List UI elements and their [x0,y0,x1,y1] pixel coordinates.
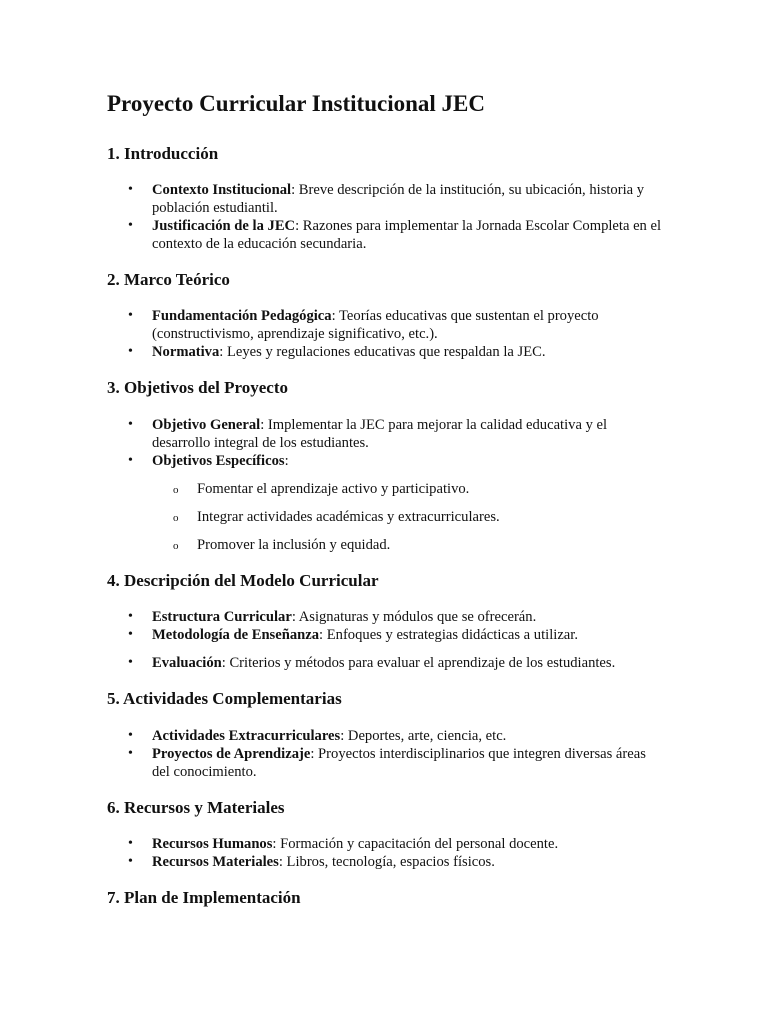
item-text: : Proyectos interdisciplinarios que integren diversas áreas del conocimiento. [152,745,646,780]
section-heading-plan: 7. Plan de Implementación [107,887,301,907]
item-term: Recursos Materiales [152,853,279,870]
list-item [107,853,667,871]
item-text: : Breve descripción de la institución, su ubicación, historia y población estudiantil. [152,181,645,216]
item-term: Proyectos de Aprendizaje [152,745,311,762]
item-text: : Enfoques y estrategias didácticas a utilizar. [319,627,578,644]
sub-list-item: o Fomentar el aprendizaje activo y participativo. [152,480,667,498]
section-heading-introduccion: 1. Introducción [107,143,219,163]
item-text: : Teorías educativas que sustentan el proyecto (constructivismo, aprendizaje significativo, etc.). [152,308,599,343]
list-item [107,608,667,626]
document-title: Proyecto Curricular Institucional JEC [107,91,485,116]
list-item [107,626,667,644]
item-text: : Libros, tecnología, espacios físicos. [278,853,495,870]
bullet-list-actividades [107,727,667,781]
item-term: Evaluación [152,655,222,672]
bullet-list-introduccion [107,181,667,253]
list-item [107,745,667,781]
bullet-list-objetivos [107,416,667,554]
list-item [107,452,667,554]
item-term: Normativa [152,344,220,361]
item-term: Metodología de Enseñanza [152,627,320,644]
list-item [107,654,667,672]
item-text: : Implementar la JEC para mejorar la calidad educativa y el desarrollo integral de los estudiantes. [152,416,608,451]
list-item [107,416,667,452]
list-item [107,727,667,745]
item-text: : Razones para implementar la Jornada Escolar Completa en el contexto de la educación secundaria. [152,217,662,252]
item-text: : Leyes y regulaciones educativas que respaldan la JEC. [219,344,546,361]
item-term: Justificación de la JEC [152,217,296,234]
item-term: Contexto Institucional [152,181,292,198]
item-term: Recursos Humanos [152,835,273,852]
section-heading-actividades: 5. Actividades Complementarias [107,689,342,709]
list-item [107,835,667,853]
list-item [107,307,667,343]
list-item [107,343,667,361]
item-text: : [284,452,289,469]
item-term: Estructura Curricular [152,609,292,626]
item-term: Objetivo General [152,416,261,433]
sub-list-item: o Integrar actividades académicas y extracurriculares. [152,508,667,526]
section-heading-objetivos: 3. Objetivos del Proyecto [107,378,288,398]
bullet-list-modelo-curricular [107,608,667,672]
item-text: : Formación y capacitación del personal docente. [272,835,559,852]
section-heading-recursos: 6. Recursos y Materiales [107,797,285,817]
item-term: Actividades Extracurriculares [152,727,341,744]
section-heading-marco-teorico: 2. Marco Teórico [107,269,230,289]
item-text: : Criterios y métodos para evaluar el aprendizaje de los estudiantes. [221,655,616,672]
sub-list-item: o Promover la inclusión y equidad. [152,536,667,554]
item-term: Objetivos Específicos [152,452,285,469]
bullet-list-marco-teorico [107,307,667,361]
item-term: Fundamentación Pedagógica [152,308,332,325]
bullet-list-recursos [107,835,667,871]
item-text: : Deportes, arte, ciencia, etc. [340,727,507,744]
document-page [107,90,667,925]
section-heading-modelo-curricular: 4. Descripción del Modelo Curricular [107,570,379,590]
list-item [107,181,667,217]
sub-list-objetivos-especificos [152,480,667,554]
list-item [107,217,667,253]
item-text: : Asignaturas y módulos que se ofrecerán. [291,609,537,626]
